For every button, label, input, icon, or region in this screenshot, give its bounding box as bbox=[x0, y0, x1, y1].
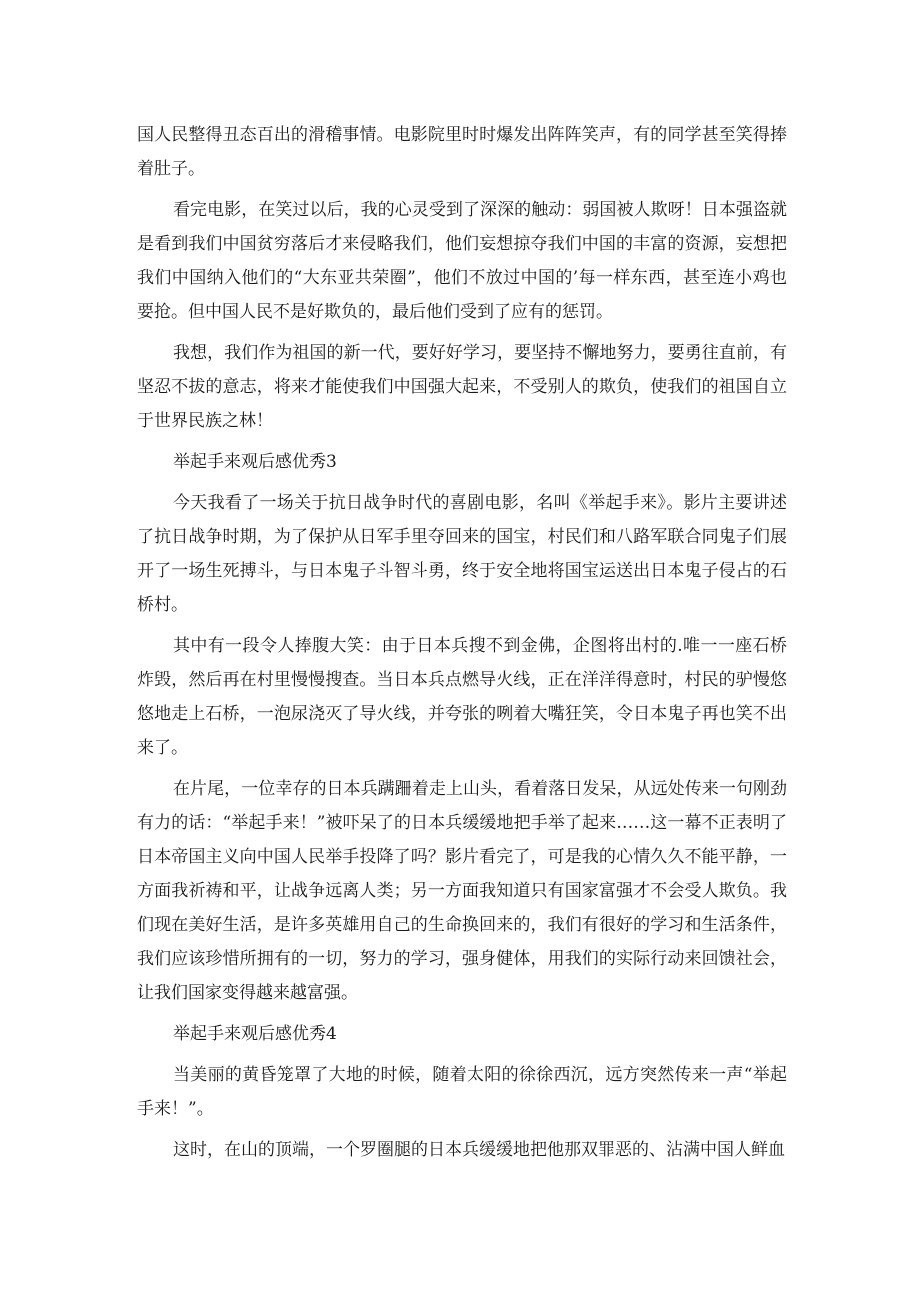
section-heading: 举起手来观后感优秀3 bbox=[173, 452, 337, 472]
document-body bbox=[137, 118, 787, 1174]
paragraph: 这时，在山的顶端，一个罗圈腿的日本兵缓缓地把他那双罪恶的、沾满中国人鲜血 bbox=[173, 1140, 785, 1160]
paragraph: 今天我看了一场关于抗日战争时代的喜剧电影，名叫《举起手来》。影片主要讲述了抗日战争时期，为了保护从日军手里夺回来的国宝，村民们和八路军联合同鬼子们展开了一场生死搏斗，与日本鬼子斗智斗勇，终于安全地将国宝运送出日本鬼子侵占的石桥村。 bbox=[137, 493, 787, 615]
paragraph: 我想，我们作为祖国的新一代，要好好学习，要坚持不懈地努力，要勇往直前，有坚忍不拔的意志，将来才能使我们中国强大起来，不受别人的欺负，使我们的祖国自立于世界民族之林！ bbox=[137, 343, 787, 431]
paragraph: 国人民整得丑态百出的滑稽事情。电影院里时时爆发出阵阵笑声，有的同学甚至笑得捧着肚子。 bbox=[137, 125, 787, 179]
section-heading: 举起手来观后感优秀4 bbox=[173, 1024, 337, 1044]
paragraph: 看完电影，在笑过以后，我的心灵受到了深深的触动：弱国被人欺呀！日本强盗就是看到我们中国贫穷落后才来侵略我们，他们妄想掠夺我们中国的丰富的资源，妄想把我们中国纳入他们的“大东亚共荣圈”，他们不放过中国的’每一样东西，甚至连小鸡也要抢。但中国人民不是好欺负的，最后他们受到了应有的惩罚。 bbox=[137, 200, 787, 322]
paragraph: 其中有一段令人捧腹大笑：由于日本兵搜不到金佛，企图将出村的.唯一一座石桥炸毁，然后再在村里慢慢搜查。当日本兵点燃导火线，正在洋洋得意时，村民的驴慢悠悠地走上石桥，一泡尿浇灭了导火线，并夸张的咧着大嘴狂笑，令日本鬼子再也笑不出来了。 bbox=[137, 636, 787, 758]
paragraph: 当美丽的黄昏笼罩了大地的时候，随着太阳的徐徐西沉，远方突然传来一声“举起手来！”。 bbox=[137, 1065, 787, 1119]
paragraph: 在片尾，一位幸存的日本兵蹒跚着走上山头，看着落日发呆，从远处传来一句刚劲有力的话：“举起手来！”被吓呆了的日本兵缓缓地把手举了起来……这一幕不正表明了日本帝国主义向中国人民举手投降了吗？影片看完了，可是我的心情久久不能平静，一方面我祈祷和平，让战争远离人类；另一方面我知道只有国家富强才不会受人欺负。我们现在美好生活，是许多英雄用自己的生命换回来的，我们有很好的学习和生活条件，我们应该珍惜所拥有的一切，努力的学习，强身健体，用我们的实际行动来回馈社会，让我们国家变得越来越富强。 bbox=[137, 779, 787, 1003]
